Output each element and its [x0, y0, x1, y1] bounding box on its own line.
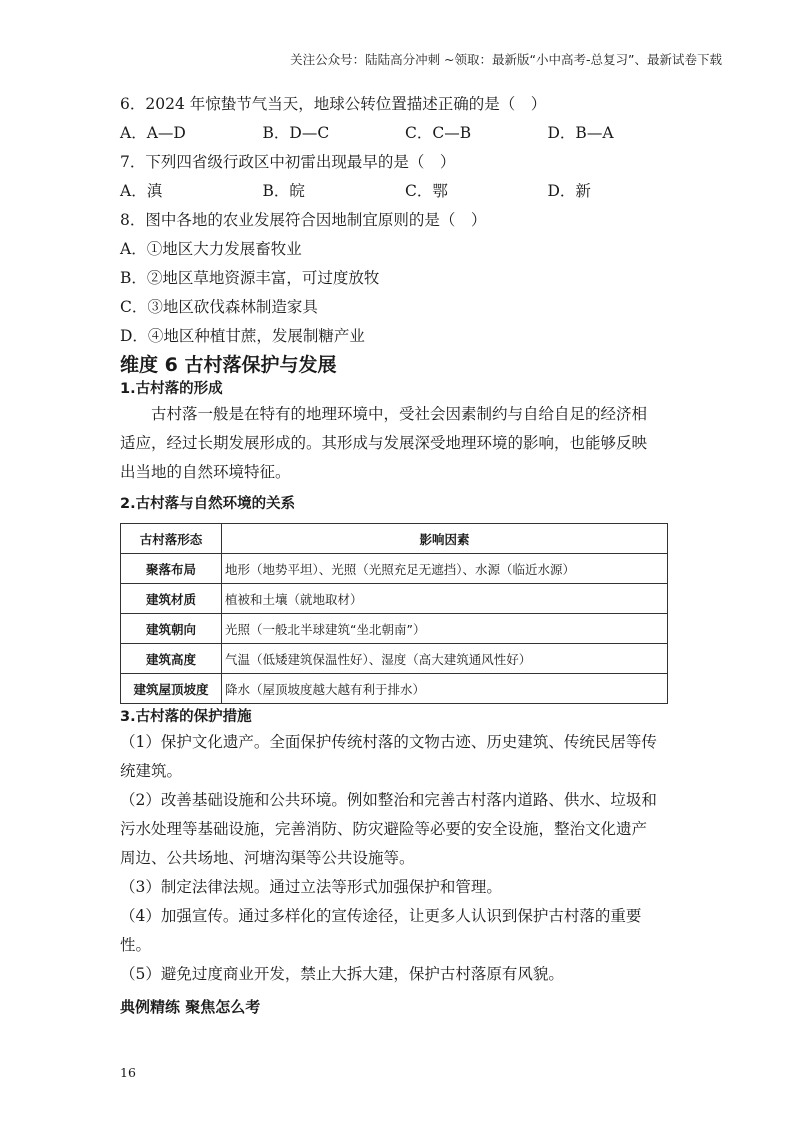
measure-line: 周边、公共场地、河塘沟渠等公共设施等。: [120, 849, 415, 867]
environment-table: [120, 523, 668, 704]
question-7-stem: 7．下列四省级行政区中初雷出现最早的是（ ）: [120, 153, 456, 171]
measure-line: 污水处理等基础设施，完善消防、防灾避险等必要的安全设施，整治文化遗产: [120, 820, 648, 838]
section-title: 维度 6 古村落保护与发展: [120, 354, 337, 376]
option-d: D．新: [547, 182, 591, 200]
table-cell-form: 建筑材质: [121, 584, 222, 614]
table-cell-form: 建筑高度: [121, 644, 222, 674]
table-row: [121, 614, 668, 644]
page-number: 16: [120, 1065, 136, 1080]
table-row: [121, 584, 668, 614]
question-8-option-c: C．③地区砍伐森林制造家具: [120, 298, 318, 316]
question-7-options: [120, 177, 690, 206]
table-header-cell: 古村落形态: [121, 524, 222, 554]
table-row: [121, 554, 668, 584]
table-cell-factor: 光照（一般北半球建筑“坐北朝南”）: [222, 614, 668, 644]
measure-line: 性。: [120, 936, 152, 954]
option-a: A．A—D: [120, 124, 186, 142]
measure-2: [120, 786, 690, 873]
subheading-measures: 3.古村落的保护措施: [120, 709, 252, 725]
option-a: A．滇: [120, 182, 163, 200]
subheading-formation: 1.古村落的形成: [120, 381, 223, 397]
measure-line: （5）避免过度商业开发，禁止大拆大建，保护古村落原有风貌。: [120, 965, 564, 983]
measure-line: （3）制定法律法规。通过立法等形式加强保护和管理。: [120, 878, 502, 896]
table-cell-form: 建筑朝向: [121, 614, 222, 644]
table-row: [121, 674, 668, 704]
paragraph-line: 适应，经过长期发展形成的。其形成与发展深受地理环境的影响，也能够反映: [120, 434, 648, 452]
table-row: [121, 644, 668, 674]
table-header-row: [121, 524, 668, 554]
option-b: B．D—C: [262, 124, 330, 142]
question-6-options: [120, 119, 690, 148]
measure-5: [120, 960, 690, 989]
table-cell-factor: 降水（屋顶坡度越大越有利于排水）: [222, 674, 668, 704]
paragraph-line: 出当地的自然环境特征。: [120, 463, 291, 481]
page-header: 关注公众号：陆陆高分冲刺 ~领取：最新版“小中高考-总复习”、最新试卷下载: [290, 52, 722, 67]
measure-line: 统建筑。: [120, 762, 183, 780]
table-cell-factor: 地形（地势平坦）、光照（光照充足无遮挡）、水源（临近水源）: [222, 554, 668, 584]
option-c: C．C—B: [405, 124, 472, 142]
measure-line: （4）加强宣传。通过多样化的宣传途径，让更多人认识到保护古村落的重要: [120, 907, 642, 925]
table-cell-form: 聚落布局: [121, 554, 222, 584]
question-8-stem: 8．图中各地的农业发展符合因地制宜原则的是（ ）: [120, 211, 487, 229]
formation-paragraph: [120, 400, 690, 487]
page-content: [120, 90, 690, 1019]
measure-1: [120, 728, 690, 786]
measure-line: （2）改善基础设施和公共环境。例如整治和完善古村落内道路、供水、垃圾和: [120, 791, 657, 809]
question-8-option-a: A．①地区大力发展畜牧业: [120, 240, 302, 258]
option-b: B．皖: [262, 182, 305, 200]
subheading-practice: 典例精练 聚焦怎么考: [120, 998, 261, 1016]
table-cell-factor: 植被和土壤（就地取材）: [222, 584, 668, 614]
measure-3: [120, 873, 690, 902]
measure-4: [120, 902, 690, 960]
question-6-stem: 6．2024 年惊蛰节气当天，地球公转位置描述正确的是（ ）: [120, 95, 547, 113]
option-d: D．B—A: [547, 124, 614, 142]
table-cell-form: 建筑屋顶坡度: [121, 674, 222, 704]
option-c: C．鄂: [405, 182, 448, 200]
table-header-cell: 影响因素: [222, 524, 668, 554]
table-cell-factor: 气温（低矮建筑保温性好）、湿度（高大建筑通风性好）: [222, 644, 668, 674]
paragraph-line: 古村落一般是在特有的地理环境中，受社会因素制约与自给自足的经济相: [151, 405, 648, 423]
measure-line: （1）保护文化遗产。全面保护传统村落的文物古迹、历史建筑、传统民居等传: [120, 733, 657, 751]
subheading-environment: 2.古村落与自然环境的关系: [120, 496, 296, 512]
question-8-option-b: B．②地区草地资源丰富，可过度放牧: [120, 269, 380, 287]
question-8-option-d: D．④地区种植甘蔗，发展制糖产业: [120, 327, 365, 345]
